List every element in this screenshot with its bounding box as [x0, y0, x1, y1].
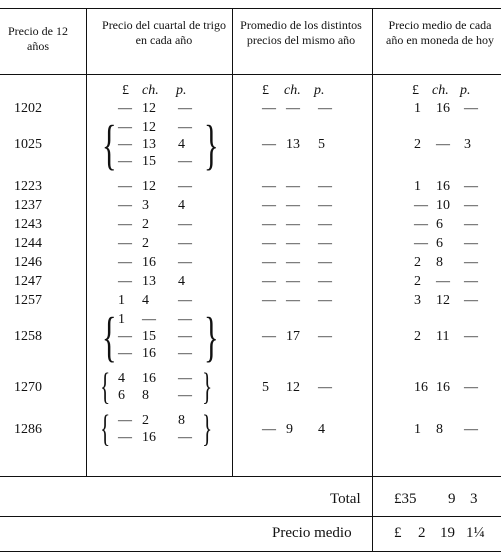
wheat-price-cell: — — [118, 430, 132, 445]
modern-price-cell: 1 — [414, 101, 421, 116]
average-price-cell: — — [286, 217, 300, 232]
average-price-cell: — — [318, 274, 332, 289]
year-cell: 1258 — [14, 329, 42, 344]
wheat-price-cell: 4 — [178, 198, 185, 213]
modern-price-cell: — — [436, 274, 450, 289]
wheat-price-cell: — — [118, 217, 132, 232]
average-price-cell: — — [318, 236, 332, 251]
average-price-cell: — — [262, 101, 276, 116]
average-price-cell: — — [262, 293, 276, 308]
wheat-price-cell: 4 — [142, 293, 149, 308]
wheat-price-cell: 2 — [142, 236, 149, 251]
wheat-price-cell: — — [142, 312, 156, 327]
average-price-cell: — — [286, 179, 300, 194]
rule-top — [0, 8, 501, 9]
average-price-cell: 5 — [318, 137, 325, 152]
modern-price-cell: 3 — [464, 137, 471, 152]
wheat-price-cell: 16 — [142, 371, 156, 386]
right-brace: } — [203, 114, 219, 175]
average-price-cell: 13 — [286, 137, 300, 152]
unit-p-col2: p. — [176, 83, 187, 98]
wheat-price-cell: — — [178, 120, 192, 135]
modern-price-cell: 16 — [436, 379, 450, 395]
wheat-price-cell: 16 — [142, 430, 156, 445]
wheat-price-cell: — — [118, 236, 132, 251]
wheat-price-cell: — — [178, 388, 192, 403]
average-price-cell: — — [318, 379, 332, 395]
average-price-cell: — — [318, 179, 332, 194]
modern-price-cell: 12 — [436, 293, 450, 308]
modern-price-cell: 2 — [414, 274, 421, 289]
wheat-price-cell: 12 — [142, 101, 156, 116]
rule-col3 — [372, 8, 373, 551]
average-price-cell: — — [262, 255, 276, 270]
average-price-cell: — — [318, 198, 332, 213]
average-price-cell: — — [318, 329, 332, 344]
unit-pound-col2: £ — [122, 83, 129, 98]
wheat-price-cell: 16 — [142, 255, 156, 270]
average-price-cell: — — [286, 293, 300, 308]
modern-price-cell: — — [464, 198, 478, 213]
wheat-price-cell: 13 — [142, 274, 156, 289]
modern-price-cell: 1 — [414, 421, 421, 437]
modern-price-cell: 10 — [436, 198, 450, 213]
wheat-price-cell: — — [118, 179, 132, 194]
wheat-price-cell: — — [118, 137, 132, 152]
average-peniques: 1¼ — [466, 525, 485, 541]
modern-price-cell: — — [464, 101, 478, 116]
year-cell: 1286 — [14, 421, 42, 437]
wheat-price-cell: 8 — [178, 413, 185, 428]
modern-price-cell: — — [464, 329, 478, 344]
wheat-price-cell: 16 — [142, 346, 156, 361]
modern-price-cell: 16 — [436, 179, 450, 194]
wheat-price-cell: — — [178, 101, 192, 116]
wheat-price-cell: 8 — [142, 388, 149, 403]
left-brace: { — [100, 366, 111, 408]
average-price-cell: — — [262, 217, 276, 232]
modern-price-cell: 16 — [436, 101, 450, 116]
wheat-price-cell: — — [178, 236, 192, 251]
average-price-cell: — — [286, 101, 300, 116]
modern-price-cell: 8 — [436, 421, 443, 437]
wheat-price-cell: — — [178, 312, 192, 327]
modern-price-cell: 8 — [436, 255, 443, 270]
rule-col1 — [86, 8, 87, 476]
wheat-price-cell: — — [118, 154, 132, 169]
modern-price-cell: 2 — [414, 137, 421, 152]
modern-price-cell: 16 — [414, 379, 428, 395]
unit-pound-col4: £ — [412, 83, 419, 98]
modern-price-cell: — — [464, 179, 478, 194]
year-cell: 1246 — [14, 255, 42, 270]
modern-price-cell: — — [464, 379, 478, 395]
average-price-cell: — — [286, 236, 300, 251]
header-modern-price: Precio medio de cada año en moneda de hoy — [386, 18, 494, 47]
right-brace: } — [202, 366, 213, 408]
average-price-cell: — — [286, 198, 300, 213]
average-price-cell: 12 — [286, 379, 300, 395]
unit-pound-col3: £ — [262, 83, 269, 98]
average-chelines: 19 — [440, 525, 455, 541]
modern-price-cell: — — [464, 274, 478, 289]
total-peniques: 3 — [470, 491, 478, 507]
header-average-price: Promedio de los distintos precios del mismo año — [240, 18, 362, 47]
year-cell: 1202 — [14, 101, 42, 116]
average-price-cell: — — [318, 217, 332, 232]
modern-price-cell: 11 — [436, 329, 450, 344]
total-pounds: £35 — [394, 491, 417, 507]
wheat-price-cell: 4 — [118, 371, 125, 386]
wheat-price-cell: 1 — [118, 312, 125, 327]
wheat-price-cell: 15 — [142, 154, 156, 169]
rule-body-bottom — [0, 476, 501, 477]
modern-price-cell: — — [464, 255, 478, 270]
total-chelines: 9 — [448, 491, 456, 507]
wheat-price-cell: 15 — [142, 329, 156, 344]
average-pound-sign: £ — [394, 525, 402, 541]
left-brace: { — [101, 114, 117, 175]
wheat-price-cell: — — [178, 217, 192, 232]
modern-price-cell: 3 — [414, 293, 421, 308]
wheat-price-cell: — — [118, 274, 132, 289]
modern-price-cell: — — [414, 217, 428, 232]
average-price-cell: — — [318, 293, 332, 308]
left-brace: { — [101, 306, 117, 367]
unit-ch-col4: ch. — [432, 83, 449, 98]
modern-price-cell: 6 — [436, 236, 443, 251]
average-price-cell: 17 — [286, 329, 300, 344]
wheat-price-cell: — — [178, 430, 192, 445]
rule-bottom — [0, 551, 501, 552]
wheat-price-cell: — — [118, 255, 132, 270]
wheat-price-cell: — — [178, 179, 192, 194]
wheat-price-cell: 13 — [142, 137, 156, 152]
modern-price-cell: 6 — [436, 217, 443, 232]
average-price-cell: — — [262, 421, 276, 437]
modern-price-cell: — — [464, 293, 478, 308]
year-cell: 1244 — [14, 236, 42, 251]
wheat-price-cell: 3 — [142, 198, 149, 213]
wheat-price-cell: — — [178, 371, 192, 386]
year-cell: 1025 — [14, 137, 42, 152]
wheat-price-cell: 2 — [142, 413, 149, 428]
unit-p-col3: p. — [314, 83, 325, 98]
year-cell: 1223 — [14, 179, 42, 194]
rule-header — [0, 74, 501, 75]
average-price-cell: — — [286, 255, 300, 270]
rule-col2 — [232, 8, 233, 476]
average-price-cell: 4 — [318, 421, 325, 437]
wheat-price-cell: — — [178, 293, 192, 308]
modern-price-cell: 2 — [414, 255, 421, 270]
wheat-price-cell: — — [118, 198, 132, 213]
wheat-price-cell: — — [178, 255, 192, 270]
average-price-cell: — — [318, 101, 332, 116]
year-cell: 1243 — [14, 217, 42, 232]
unit-ch-col3: ch. — [284, 83, 301, 98]
average-price-cell: — — [262, 329, 276, 344]
header-year: Precio de 12 años — [8, 24, 68, 53]
average-price-cell: — — [262, 274, 276, 289]
left-brace: { — [100, 408, 111, 450]
average-price-cell: — — [262, 137, 276, 152]
modern-price-cell: — — [464, 236, 478, 251]
average-price-cell: 9 — [286, 421, 293, 437]
year-cell: 1270 — [14, 379, 42, 395]
modern-price-cell: — — [464, 217, 478, 232]
wheat-price-cell: 1 — [118, 293, 125, 308]
wheat-price-cell: 12 — [142, 120, 156, 135]
wheat-price-cell: — — [118, 101, 132, 116]
modern-price-cell: 1 — [414, 179, 421, 194]
modern-price-cell: — — [414, 236, 428, 251]
wheat-price-cell: 4 — [178, 274, 185, 289]
wheat-price-cell: 12 — [142, 179, 156, 194]
right-brace: } — [203, 306, 219, 367]
right-brace: } — [202, 408, 213, 450]
wheat-price-cell: — — [118, 346, 132, 361]
wheat-price-cell: — — [178, 329, 192, 344]
average-label: Precio medio — [272, 525, 352, 541]
average-price-cell: — — [262, 236, 276, 251]
rule-total — [0, 516, 501, 517]
year-cell: 1237 — [14, 198, 42, 213]
year-cell: 1257 — [14, 293, 42, 308]
average-price-cell: 5 — [262, 379, 269, 395]
wheat-price-cell: 4 — [178, 137, 185, 152]
modern-price-cell: 2 — [414, 329, 421, 344]
unit-p-col4: p. — [460, 83, 471, 98]
header-wheat-price: Precio del cuartal de trigo en cada año — [102, 18, 226, 47]
unit-ch-col2: ch. — [142, 83, 159, 98]
modern-price-cell: — — [414, 198, 428, 213]
modern-price-cell: — — [464, 421, 478, 437]
modern-price-cell: — — [436, 137, 450, 152]
wheat-price-cell: — — [118, 413, 132, 428]
average-price-cell: — — [262, 198, 276, 213]
wheat-price-cell: — — [178, 346, 192, 361]
total-label: Total — [330, 491, 361, 507]
average-pounds: 2 — [418, 525, 426, 541]
year-cell: 1247 — [14, 274, 42, 289]
wheat-price-cell: 6 — [118, 388, 125, 403]
wheat-price-cell: — — [118, 329, 132, 344]
wheat-price-cell: — — [118, 120, 132, 135]
average-price-cell: — — [286, 274, 300, 289]
wheat-price-cell: — — [178, 154, 192, 169]
average-price-cell: — — [318, 255, 332, 270]
wheat-price-cell: 2 — [142, 217, 149, 232]
average-price-cell: — — [262, 179, 276, 194]
